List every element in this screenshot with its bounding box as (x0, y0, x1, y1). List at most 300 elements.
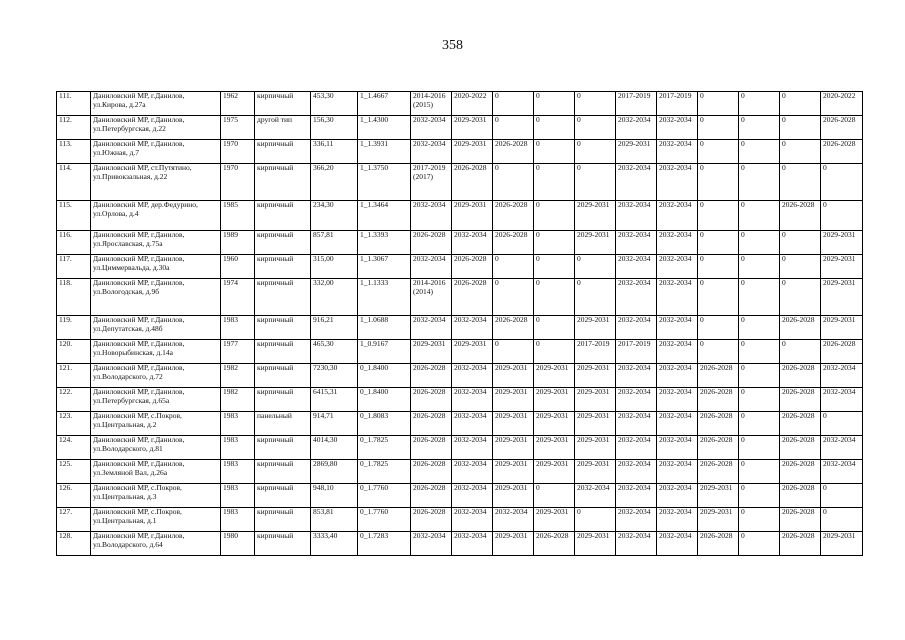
table-cell: кирпичный (255, 201, 311, 231)
table-cell: 156,30 (311, 116, 358, 140)
table-cell: 2032-2034 (616, 279, 657, 316)
table-cell: 0_1.8400 (358, 364, 411, 388)
table-cell: 0 (493, 340, 534, 364)
table-cell: 2032-2034 (657, 436, 698, 460)
table-cell: 2029-2031 (698, 484, 739, 508)
table-cell: 2032-2034 (616, 532, 657, 556)
table-cell: 2026-2028 (411, 460, 452, 484)
row-number-cell: 119. (57, 316, 91, 340)
table-cell: 366,20 (311, 164, 358, 201)
table-cell: 2029-2031 (575, 231, 616, 255)
table-cell: 2032-2034 (411, 532, 452, 556)
table-cell: 2029-2031 (493, 436, 534, 460)
table-row (57, 364, 863, 388)
address-cell: Даниловский МР, г.Данилов, ул.Вологодская, д.9б (91, 279, 221, 316)
table-cell: 1983 (221, 412, 255, 436)
table-cell: 2026-2028 (698, 412, 739, 436)
table-cell: 0 (534, 231, 575, 255)
table-cell: 0 (739, 255, 780, 279)
table-cell: 2029-2031 (575, 412, 616, 436)
table-row (57, 92, 863, 116)
table-row (57, 116, 863, 140)
table-cell: 2029-2031 (534, 508, 575, 532)
table-row (57, 508, 863, 532)
table-cell: 1974 (221, 279, 255, 316)
table-row (57, 316, 863, 340)
table-cell: 1983 (221, 316, 255, 340)
table-cell: 2017-2019 (657, 92, 698, 116)
table-row (57, 201, 863, 231)
table-cell: кирпичный (255, 279, 311, 316)
table-cell: 2026-2028 (780, 412, 821, 436)
table-row (57, 164, 863, 201)
table-cell: 2026-2028 (780, 388, 821, 412)
address-cell: Даниловский МР, г.Данилов, ул.Депутатская, д.48б (91, 316, 221, 340)
table-cell: 0 (575, 508, 616, 532)
table-cell: 1_1.0688 (358, 316, 411, 340)
table-cell: 0 (739, 436, 780, 460)
table-cell: 0_1.7825 (358, 460, 411, 484)
table-cell: 2017-2019 (616, 92, 657, 116)
address-cell: Даниловский МР, дер.Федурино, ул.Орлова, д.4 (91, 201, 221, 231)
row-number-cell: 124. (57, 436, 91, 460)
address-cell: Даниловский МР, г.Данилов, ул.Земляной Вал, д.26а (91, 460, 221, 484)
table-cell: 0 (821, 164, 863, 201)
table-cell: 0 (575, 255, 616, 279)
table-cell: 0 (780, 140, 821, 164)
table-cell: 2029-2031 (493, 364, 534, 388)
table-cell: кирпичный (255, 508, 311, 532)
table-cell: 0 (739, 460, 780, 484)
table-cell: 2032-2034 (821, 460, 863, 484)
table-cell: 2032-2034 (575, 484, 616, 508)
table-cell: 2032-2034 (411, 140, 452, 164)
table-cell: 0 (534, 279, 575, 316)
table-cell: 0_1.7760 (358, 508, 411, 532)
table-cell: 2026-2028 (411, 388, 452, 412)
table-cell: 2032-2034 (616, 388, 657, 412)
table-cell: 0 (739, 412, 780, 436)
table-cell: 2017-2019 (2017) (411, 164, 452, 201)
table-cell: 2014-2016 (2014) (411, 279, 452, 316)
table-cell: 2020-2022 (452, 92, 493, 116)
row-number-cell: 128. (57, 532, 91, 556)
table-cell: 2026-2028 (452, 255, 493, 279)
table-cell: кирпичный (255, 231, 311, 255)
table-cell: 2026-2028 (698, 388, 739, 412)
table-cell: 2032-2034 (452, 436, 493, 460)
row-number-cell: 118. (57, 279, 91, 316)
table-cell: 916,21 (311, 316, 358, 340)
table-cell: 2029-2031 (575, 388, 616, 412)
table-cell: 2029-2031 (821, 255, 863, 279)
table-cell: 2032-2034 (657, 140, 698, 164)
table-cell: 336,11 (311, 140, 358, 164)
table-cell: 2032-2034 (616, 316, 657, 340)
table-cell: 2032-2034 (657, 316, 698, 340)
table-cell: кирпичный (255, 436, 311, 460)
table-cell: кирпичный (255, 532, 311, 556)
table-cell: 2026-2028 (411, 436, 452, 460)
table-row (57, 412, 863, 436)
table-cell: 1_1.3464 (358, 201, 411, 231)
table-cell: 2026-2028 (698, 436, 739, 460)
table-cell: 0 (698, 116, 739, 140)
table-cell: 1_1.1333 (358, 279, 411, 316)
table-cell: 332,00 (311, 279, 358, 316)
table-cell: 2029-2031 (698, 508, 739, 532)
table-cell: 2029-2031 (575, 364, 616, 388)
table-cell: 2032-2034 (616, 436, 657, 460)
table-cell: 2032-2034 (657, 388, 698, 412)
table-row (57, 460, 863, 484)
table-cell: кирпичный (255, 316, 311, 340)
table-cell: 234,30 (311, 201, 358, 231)
table-cell: 2026-2028 (411, 412, 452, 436)
table-cell: 2026-2028 (698, 364, 739, 388)
table-cell: 2029-2031 (534, 460, 575, 484)
table-cell: 0 (780, 255, 821, 279)
table-cell: 1975 (221, 116, 255, 140)
table-cell: 2032-2034 (411, 116, 452, 140)
row-number-cell: 114. (57, 164, 91, 201)
table-cell: 0 (698, 340, 739, 364)
table-cell: 2032-2034 (657, 255, 698, 279)
table-row (57, 279, 863, 316)
table-cell: 2026-2028 (780, 508, 821, 532)
table-cell: 2026-2028 (698, 532, 739, 556)
table-cell: 1_1.4300 (358, 116, 411, 140)
table-cell: 1970 (221, 140, 255, 164)
row-number-cell: 115. (57, 201, 91, 231)
table-cell: панельный (255, 412, 311, 436)
table-row (57, 255, 863, 279)
table-cell: 2026-2028 (821, 340, 863, 364)
table-cell: 1982 (221, 364, 255, 388)
table-cell: 1_1.3067 (358, 255, 411, 279)
table-cell: 0 (739, 340, 780, 364)
table-cell: 1983 (221, 460, 255, 484)
table-cell: 2026-2028 (493, 140, 534, 164)
table-cell: 2017-2019 (616, 340, 657, 364)
table-cell: 2026-2028 (493, 316, 534, 340)
table-cell: 2032-2034 (657, 484, 698, 508)
table-cell: 2032-2034 (452, 364, 493, 388)
table-cell: 2032-2034 (616, 231, 657, 255)
table-cell: 1_1.4667 (358, 92, 411, 116)
address-cell: Даниловский МР, г.Данилов, ул.Южная, д.7 (91, 140, 221, 164)
table-cell: 2029-2031 (534, 364, 575, 388)
row-number-cell: 123. (57, 412, 91, 436)
table-cell: 0 (739, 532, 780, 556)
table-cell: 2029-2031 (493, 388, 534, 412)
table-cell: 0 (698, 231, 739, 255)
table-cell: кирпичный (255, 340, 311, 364)
row-number-cell: 120. (57, 340, 91, 364)
table-cell: 0 (780, 116, 821, 140)
table-cell: 7230,30 (311, 364, 358, 388)
table-row (57, 436, 863, 460)
table-cell: 914,71 (311, 412, 358, 436)
table-cell: кирпичный (255, 92, 311, 116)
table-cell: 2032-2034 (657, 412, 698, 436)
table-cell: 2029-2031 (575, 460, 616, 484)
table-cell: 1977 (221, 340, 255, 364)
table-cell: 0 (739, 364, 780, 388)
table-cell: 4014,30 (311, 436, 358, 460)
table-cell: 0 (698, 201, 739, 231)
table-cell: 2032-2034 (616, 364, 657, 388)
table-cell: 0 (534, 164, 575, 201)
table-cell: 0 (821, 201, 863, 231)
table-cell: 2029-2031 (575, 436, 616, 460)
table-cell: 2029-2031 (821, 279, 863, 316)
table-cell: 2029-2031 (452, 116, 493, 140)
table-cell: 2032-2034 (821, 388, 863, 412)
table-cell: 2032-2034 (452, 231, 493, 255)
table-cell: 0 (739, 140, 780, 164)
table-cell: 0 (575, 92, 616, 116)
table-row (57, 231, 863, 255)
table-cell: 2032-2034 (493, 508, 534, 532)
table-cell: 0_1.8400 (358, 388, 411, 412)
table-cell: 2029-2031 (534, 436, 575, 460)
address-cell: Даниловский МР, г.Данилов, ул.Циммервальда, д.30а (91, 255, 221, 279)
table-cell: 2032-2034 (452, 484, 493, 508)
table-cell: кирпичный (255, 460, 311, 484)
table-cell: 2026-2028 (411, 484, 452, 508)
table-cell: 2032-2034 (411, 255, 452, 279)
table-cell: 0 (493, 255, 534, 279)
table-cell: 857,81 (311, 231, 358, 255)
table-cell: 2032-2034 (452, 460, 493, 484)
table-cell: 0 (698, 164, 739, 201)
table-cell: 0 (739, 316, 780, 340)
table-cell: 6415,31 (311, 388, 358, 412)
table-body (57, 92, 863, 556)
table-cell: 0 (493, 92, 534, 116)
table-cell: 2032-2034 (616, 201, 657, 231)
table-cell: 2026-2028 (780, 316, 821, 340)
table-cell: 0 (698, 140, 739, 164)
table-cell: 2032-2034 (452, 412, 493, 436)
table-cell: 2032-2034 (821, 436, 863, 460)
table-cell: 2026-2028 (534, 532, 575, 556)
table-cell: 465,30 (311, 340, 358, 364)
table-cell: 0 (534, 255, 575, 279)
table-cell: 2026-2028 (821, 140, 863, 164)
table-cell: 2032-2034 (452, 388, 493, 412)
table-cell: 2026-2028 (493, 201, 534, 231)
table-cell: 0 (739, 388, 780, 412)
table-cell: 0 (698, 92, 739, 116)
address-cell: Даниловский МР, ст.Путятино, ул.Привокзальная, д.22 (91, 164, 221, 201)
address-cell: Даниловский МР, г.Данилов, ул.Володарского, д.64 (91, 532, 221, 556)
table-cell: 1_1.3931 (358, 140, 411, 164)
address-cell: Даниловский МР, с.Покров, ул.Центральная, д.2 (91, 412, 221, 436)
table-cell: 2029-2031 (493, 412, 534, 436)
table-cell: 0 (534, 484, 575, 508)
table-cell: 2032-2034 (411, 316, 452, 340)
table-cell: 2029-2031 (411, 340, 452, 364)
table-cell: 2032-2034 (657, 231, 698, 255)
table-cell: 2029-2031 (821, 532, 863, 556)
table-cell: 2026-2028 (411, 364, 452, 388)
table-cell: 2026-2028 (411, 231, 452, 255)
table-cell: 1983 (221, 484, 255, 508)
table-cell: 2029-2031 (821, 316, 863, 340)
table-cell: 2026-2028 (698, 460, 739, 484)
row-number-cell: 121. (57, 364, 91, 388)
table-cell: 1985 (221, 201, 255, 231)
table-cell: 1_1.3750 (358, 164, 411, 201)
table-cell: 2017-2019 (575, 340, 616, 364)
table-cell: 2026-2028 (780, 364, 821, 388)
table-cell: 2032-2034 (616, 508, 657, 532)
table-cell: кирпичный (255, 484, 311, 508)
table-cell: 2029-2031 (452, 340, 493, 364)
table-cell: 0 (534, 116, 575, 140)
address-cell: Даниловский МР, г.Данилов, ул.Володарского, д.72 (91, 364, 221, 388)
table-cell: 2026-2028 (821, 116, 863, 140)
table-cell: 2029-2031 (534, 412, 575, 436)
table-cell: 1970 (221, 164, 255, 201)
table-cell: 2032-2034 (452, 316, 493, 340)
table-cell: 0 (575, 140, 616, 164)
table-cell: 2032-2034 (616, 255, 657, 279)
table-cell: 0 (575, 116, 616, 140)
table-cell: 0 (821, 508, 863, 532)
table-cell: 2029-2031 (575, 532, 616, 556)
table-cell: 1960 (221, 255, 255, 279)
table-cell: 2032-2034 (657, 279, 698, 316)
row-number-cell: 126. (57, 484, 91, 508)
table-cell: 2032-2034 (657, 364, 698, 388)
table-cell: 948,10 (311, 484, 358, 508)
table-cell: 315,00 (311, 255, 358, 279)
table-cell: 0 (698, 316, 739, 340)
table-cell: 0 (739, 92, 780, 116)
table-cell: 1_1.3393 (358, 231, 411, 255)
table-cell: 1982 (221, 388, 255, 412)
table-cell: 2032-2034 (616, 484, 657, 508)
address-cell: Даниловский МР, г.Данилов, ул.Ярославская, д.75а (91, 231, 221, 255)
housing-registry-table (56, 91, 863, 556)
table-cell: 2032-2034 (411, 201, 452, 231)
table-cell: 2026-2028 (493, 231, 534, 255)
table-cell: 1983 (221, 508, 255, 532)
table-cell: кирпичный (255, 164, 311, 201)
table-cell: 2032-2034 (616, 412, 657, 436)
table-cell: 0 (739, 231, 780, 255)
table-cell: 2026-2028 (411, 508, 452, 532)
table-cell: кирпичный (255, 388, 311, 412)
table-cell: 2032-2034 (657, 340, 698, 364)
table-cell: 0 (821, 484, 863, 508)
table-cell: 2032-2034 (657, 508, 698, 532)
table-cell: 0 (698, 255, 739, 279)
table-row (57, 532, 863, 556)
row-number-cell: 122. (57, 388, 91, 412)
table-cell: 2026-2028 (780, 460, 821, 484)
table-cell: 2029-2031 (452, 201, 493, 231)
address-cell: Даниловский МР, г.Данилов, ул.Новорыбинская, д.14а (91, 340, 221, 364)
table-cell: 2026-2028 (452, 279, 493, 316)
address-cell: Даниловский МР, г.Данилов, ул.Володарского, д.81 (91, 436, 221, 460)
table-cell: 2029-2031 (493, 532, 534, 556)
row-number-cell: 116. (57, 231, 91, 255)
table-cell: 2032-2034 (657, 201, 698, 231)
table-cell: 0 (534, 140, 575, 164)
address-cell: Даниловский МР, г.Данилов, ул.Петербургская, д.65а (91, 388, 221, 412)
table-cell: 0 (780, 164, 821, 201)
table-cell: 2026-2028 (452, 164, 493, 201)
address-cell: Даниловский МР, с.Покров, ул.Центральная, д.3 (91, 484, 221, 508)
table-row (57, 484, 863, 508)
table-cell: 0_1.7283 (358, 532, 411, 556)
row-number-cell: 117. (57, 255, 91, 279)
table-cell: 0 (493, 116, 534, 140)
table-cell: 853,81 (311, 508, 358, 532)
table-cell: 0 (739, 201, 780, 231)
page-number: 358 (442, 38, 463, 53)
table-cell: 0_1.7825 (358, 436, 411, 460)
table-cell: 0 (739, 484, 780, 508)
address-cell: Даниловский МР, г.Данилов, ул.Петербургская, д.22 (91, 116, 221, 140)
table-cell: 0 (780, 340, 821, 364)
table-cell: 2032-2034 (452, 508, 493, 532)
table-cell: 2029-2031 (452, 140, 493, 164)
table-cell: 0 (534, 201, 575, 231)
address-cell: Даниловский МР, г.Данилов, ул.Кирова, д.27а (91, 92, 221, 116)
table-cell: 0 (739, 164, 780, 201)
table-cell: 2029-2031 (616, 140, 657, 164)
table-cell: 0 (534, 316, 575, 340)
table-cell: 2020-2022 (821, 92, 863, 116)
table-cell: 0 (534, 92, 575, 116)
table-cell: 0 (780, 231, 821, 255)
table-cell: 1962 (221, 92, 255, 116)
row-number-cell: 127. (57, 508, 91, 532)
row-number-cell: 125. (57, 460, 91, 484)
table-cell: 0 (493, 164, 534, 201)
table-cell: 0 (739, 116, 780, 140)
table-cell: 2026-2028 (780, 201, 821, 231)
table-cell: 1_0.9167 (358, 340, 411, 364)
table-cell: 2032-2034 (821, 364, 863, 388)
table-cell: 2029-2031 (493, 460, 534, 484)
table-cell: 2026-2028 (780, 436, 821, 460)
table-cell: 2032-2034 (657, 460, 698, 484)
table-cell: 2026-2028 (780, 484, 821, 508)
table-cell: 0 (575, 164, 616, 201)
table-cell: 0 (534, 340, 575, 364)
table-row (57, 140, 863, 164)
address-cell: Даниловский МР, с.Покров, ул.Центральная, д.1 (91, 508, 221, 532)
table-cell: 2029-2031 (534, 388, 575, 412)
table-cell: 2032-2034 (452, 532, 493, 556)
table-cell: 453,30 (311, 92, 358, 116)
table-cell: 2029-2031 (575, 201, 616, 231)
table-cell: 0 (575, 279, 616, 316)
table-cell: 0 (493, 279, 534, 316)
table-cell: 0 (821, 412, 863, 436)
table-cell: 2869,80 (311, 460, 358, 484)
table-cell: 2029-2031 (821, 231, 863, 255)
table-cell: 2014-2016 (2015) (411, 92, 452, 116)
row-number-cell: 113. (57, 140, 91, 164)
table-cell: 2026-2028 (780, 532, 821, 556)
